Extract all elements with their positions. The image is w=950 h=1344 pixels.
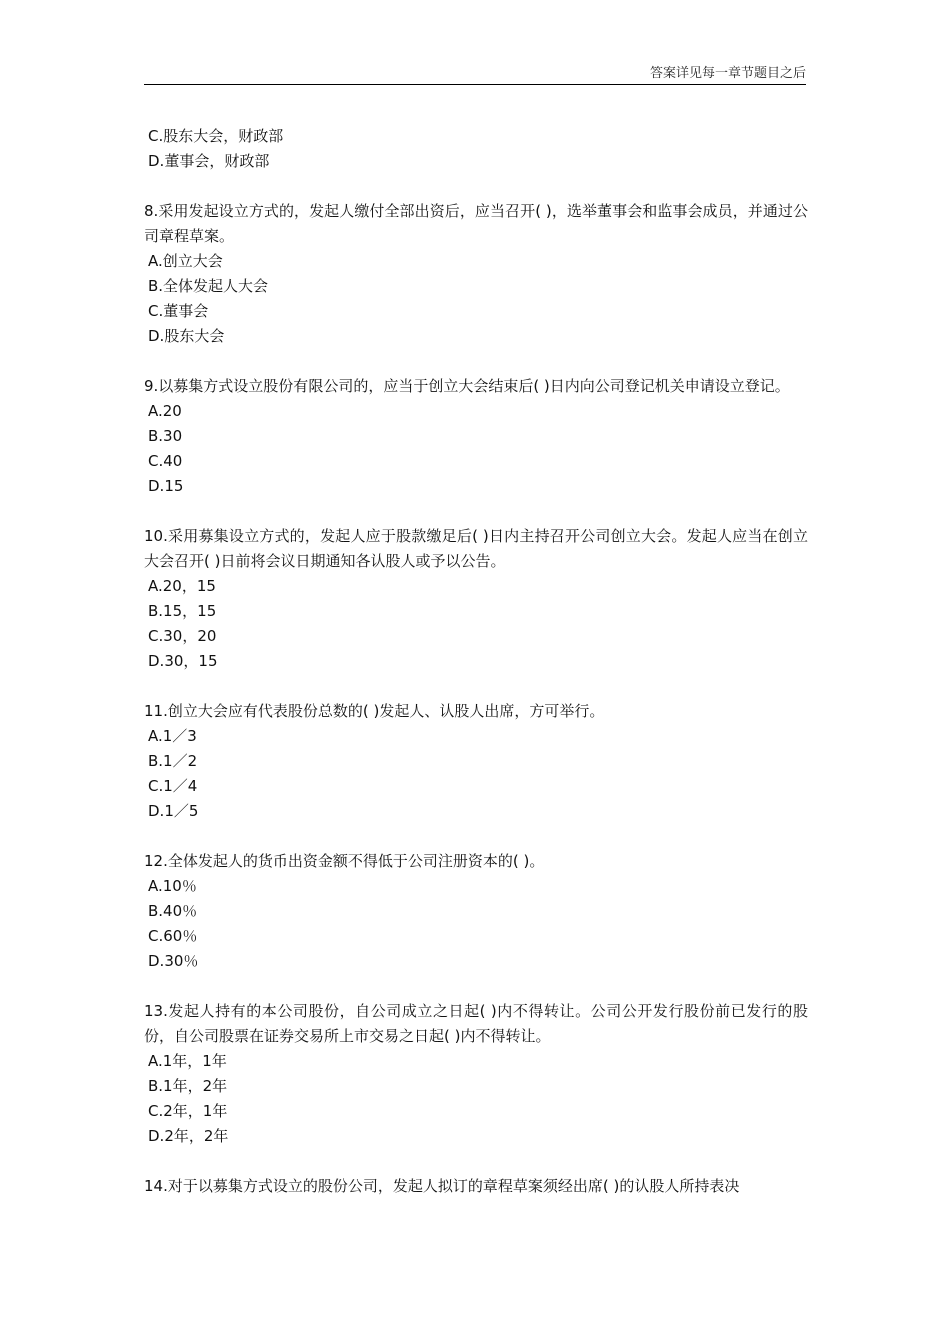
header-text: 答案详见每一章节题目之后: [649, 66, 806, 81]
option-a: A.20: [148, 402, 182, 420]
question-11: [144, 699, 808, 824]
option-b: B.30: [148, 427, 183, 445]
option-c: C.股东大会，财政部: [148, 127, 284, 145]
page-header: [144, 64, 806, 85]
question-13: [144, 999, 808, 1149]
option-a: A.10％: [148, 877, 197, 895]
option-d: D.1／5: [148, 802, 199, 820]
question-stem: 14.对于以募集方式设立的股份公司，发起人拟订的章程草案须经出席( )的认股人所持表决: [144, 1177, 740, 1195]
option-d: D.15: [148, 477, 184, 495]
question-10: [144, 524, 808, 674]
option-d: D.2年，2年: [148, 1127, 229, 1145]
option-a: A.1年，1年: [148, 1052, 227, 1070]
option-b: B.40％: [148, 902, 198, 920]
question-stem: 13.发起人持有的本公司股份，自公司成立之日起( )内不得转让。公司公开发行股份前已发行的股份，自公司股票在证券交易所上市交易之日起( )内不得转让。: [144, 1002, 808, 1045]
option-c: C.1／4: [148, 777, 198, 795]
question-14: [144, 1174, 808, 1199]
question-stem: 10.采用募集设立方式的，发起人应于股款缴足后( )日内主持召开公司创立大会。发起人应当在创立大会召开( )日前将会议日期通知各认股人或予以公告。: [144, 527, 808, 570]
question-9: [144, 374, 808, 499]
option-b: B.1年，2年: [148, 1077, 228, 1095]
option-b: B.1／2: [148, 752, 198, 770]
option-c: C.30，20: [148, 627, 217, 645]
question-list: [144, 124, 808, 1199]
question-7-continued: [144, 124, 808, 174]
option-c: C.2年，1年: [148, 1102, 228, 1120]
option-d: D.股东大会: [148, 327, 225, 345]
option-d: D.30％: [148, 952, 199, 970]
option-b: B.全体发起人大会: [148, 277, 269, 295]
question-stem: 12.全体发起人的货币出资金额不得低于公司注册资本的( )。: [144, 852, 545, 870]
question-stem: 9.以募集方式设立股份有限公司的，应当于创立大会结束后( )日内向公司登记机关申请设立登记。: [144, 377, 790, 395]
option-a: A.创立大会: [148, 252, 223, 270]
question-stem: 11.创立大会应有代表股份总数的( )发起人、认股人出席，方可举行。: [144, 702, 605, 720]
question-stem: 8.采用发起设立方式的，发起人缴付全部出资后，应当召开( )，选举董事会和监事会成员，并通过公司章程草案。: [144, 202, 808, 245]
option-a: A.1／3: [148, 727, 197, 745]
option-c: C.董事会: [148, 302, 209, 320]
option-c: C.60％: [148, 927, 198, 945]
option-d: D.董事会，财政部: [148, 152, 270, 170]
option-b: B.15，15: [148, 602, 217, 620]
option-d: D.30，15: [148, 652, 218, 670]
option-a: A.20，15: [148, 577, 216, 595]
question-12: [144, 849, 808, 974]
question-8: [144, 199, 808, 349]
option-c: C.40: [148, 452, 183, 470]
